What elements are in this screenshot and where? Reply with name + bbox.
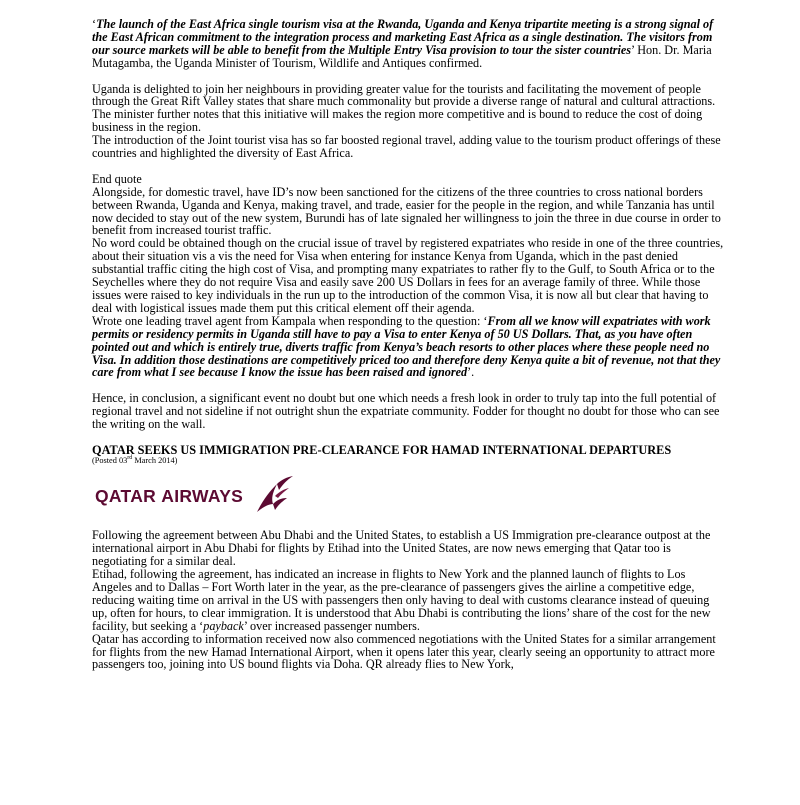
article-paragraph: Qatar has according to information received now also commenced negotiations with the United States for a similar arrangement for flights from the new Hamad International Airport, when it opens later this year, clearly seeing an opportunity to attract more passengers too, joining into US bound flights via Doha. QR already flies to New York, <box>92 631 716 672</box>
body-paragraph: Uganda is delighted to join her neighbours in providing greater value for the tourists and facilitating the movement of people through the Great Rift Valley states that share much commonality but provide a diverse range of natural and cultural attractions. The minister further notes that this initiative will makes the region more competitive and is bound to reduce the cost of doing business in the region. <box>92 81 716 135</box>
article-headline: QATAR SEEKS US IMMIGRATION PRE-CLEARANCE FOR HAMAD INTERNATIONAL DEPARTURES <box>92 442 672 457</box>
quote-open-mark: ‘ <box>92 17 97 31</box>
minister-quote-text: The launch of the East Africa single tourism visa at the Rwanda, Uganda and Kenya tripartite meeting is a strong signal of the East African commitment to the integration process and marketing East Africa as a single destination. The visitors from our source markets will be able to benefit from the Multiple Entry Visa provision to tour the sister countries <box>92 17 714 57</box>
conclusion-paragraph: Hence, in conclusion, a significant event no doubt but one which needs a fresh look in order to truly tap into the full potential of regional travel and not sideline if not outright shun the expatriate community. Fodder for thought no doubt for those who can see the writing on the wall. <box>92 391 720 432</box>
logo-wordmark: QATAR AIRWAYS <box>95 485 244 506</box>
minister-quote-paragraph <box>92 18 726 70</box>
oryx-icon <box>251 474 295 518</box>
document-page <box>92 18 726 671</box>
article-paragraph: Following the agreement between Abu Dhabi and the United States, to establish a US Immigration pre-clearance outpost at the international airport in Abu Dhabi for flights by Etihad into the United States, are now news emerging that Qatar too is negotiating for a similar deal. <box>92 528 711 569</box>
body-paragraph: No word could be obtained though on the crucial issue of travel by registered expatriates who reside in one of the three countries, about their situation vis a vis the need for Visa when entering for instance Kenya from Uganda, which in the past denied substantial traffic citing the high cost of Visa, and prompting many expatriates to rather fly to the Gulf, to South Africa or to the Seychelles where they do not require Visa and easily save 200 US Dollars in fees for an average family of three. While those issues were raised to key individuals in the run up to the introduction of the common Visa, it is now all but clear that having to deal with logistical issues made them put this critical element off their agenda. <box>92 236 724 315</box>
agent-quote-lead: Wrote one leading travel agent from Kampala when responding to the question: ‘ <box>92 313 488 328</box>
posted-date: (Posted 03rd March 2014) <box>92 455 178 466</box>
body-paragraph: The introduction of the Joint tourist visa has so far boosted regional travel, adding value to the tourism product offerings of these countries and highlighted the diversity of East Africa. <box>92 133 721 161</box>
article-paragraph: Etihad, following the agreement, has indicated an increase in flights to New York and the planned launch of flights to Los Angeles and to Dallas – Fort Worth later in the year, as the pre-clearance of passengers gives the airline a competitive edge, reducing waiting time on arrival in the US with passengers then only having to deal with customs clearance instead of queuing up, often for hours, to clear immigration. It is understood that Abu Dhabi is contributing the lions’ share of the cost for the new facility, but seeking a ‘payback’ over increased passenger numbers. <box>92 567 711 633</box>
end-quote-label: End quote <box>92 171 142 186</box>
agent-quote-text: From all we know will expatriates with work permits or residency permits in Uganda still have to pay a Visa to enter Kenya of 50 US Dollars. That, as you have often pointed out and which is entirely true, diverts traffic from Kenya’s beach resorts to other places where these people need no Visa. In addition those destinations are competitively priced too and therefore deny Kenya quite a bit of revenue, not that they care from what I see because I know the issue has been raised and ignored <box>92 313 721 380</box>
payback-word: payback <box>203 618 244 633</box>
agent-quote-close: ’. <box>467 365 475 380</box>
body-paragraph: Alongside, for domestic travel, have ID’s now been sanctioned for the citizens of the three countries to cross national borders between Rwanda, Uganda and Kenya, making travel, and trade, easier for the people in the region, and while Tanzania has until now decided to stay out of the new system, Burundi has of late signaled her willingness to join the three in due course in order to benefit from increased tourist traffic. <box>92 184 721 238</box>
agent-quote-paragraph <box>92 315 726 380</box>
qatar-airways-logo <box>95 470 726 522</box>
quote-attribution: ’ Hon. Dr. Maria Mutagamba, the Uganda Minister of Tourism, Wildlife and Antiques confirmed. <box>92 42 712 70</box>
